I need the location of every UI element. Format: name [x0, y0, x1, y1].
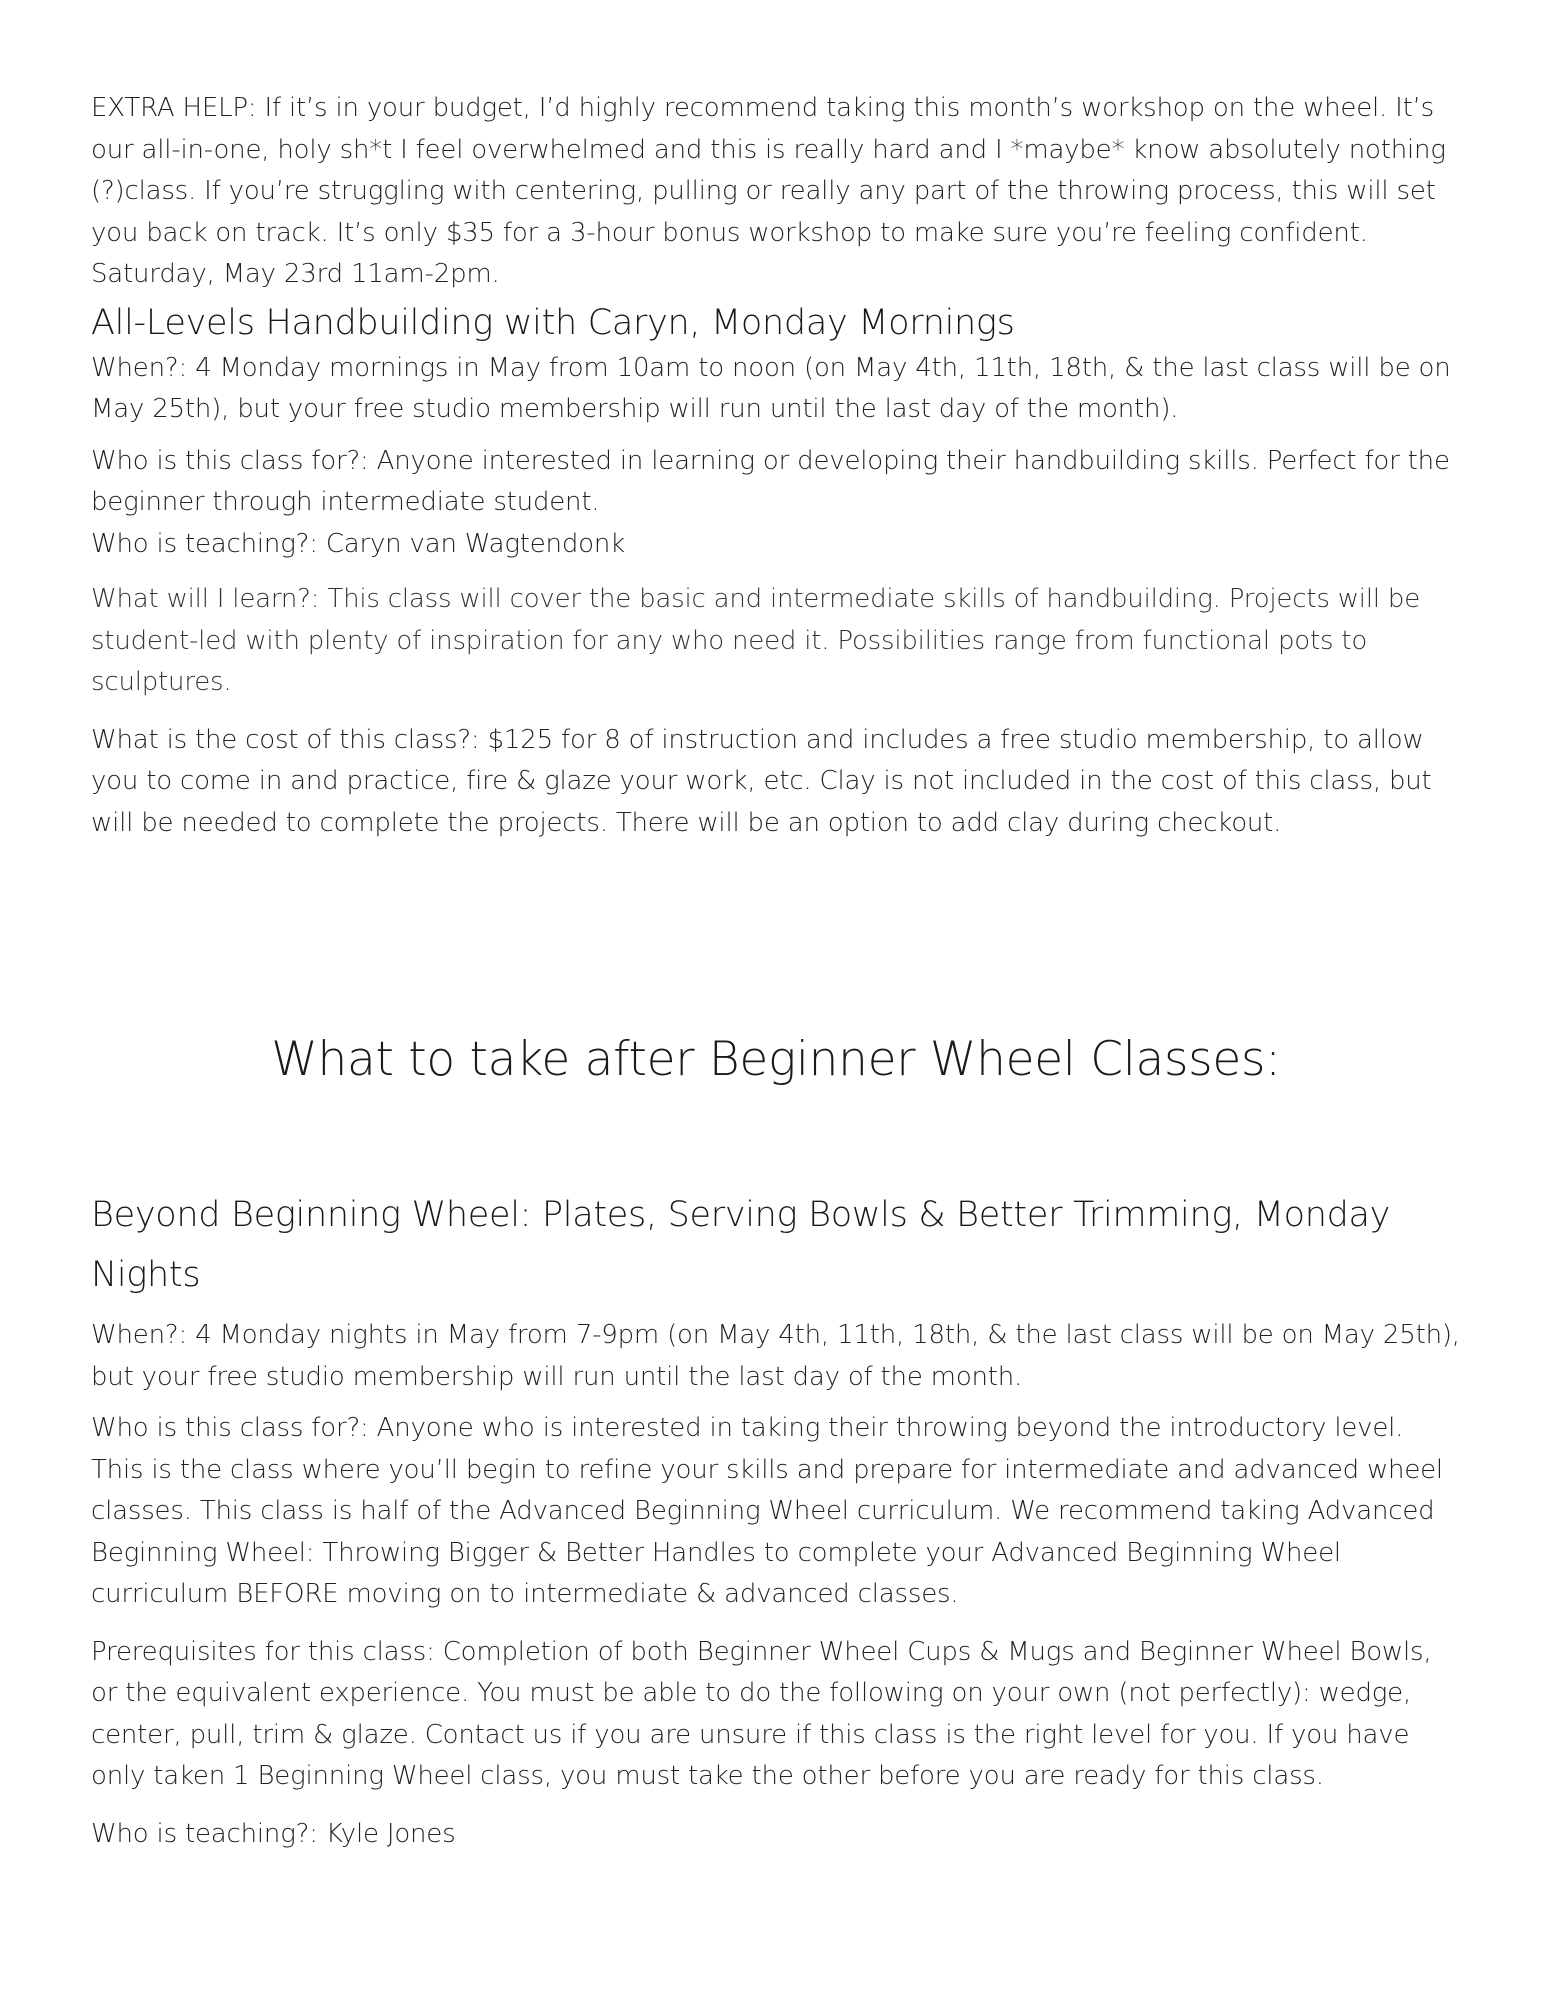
handbuilding-teacher: Who is teaching?: Caryn van Wagtendonk: [91, 528, 625, 559]
handbuilding-cost: What is the cost of this class?: $125 for 8 of instruction and includes a free studio membership, to allow you to come in and practice, fire & glaze your work, etc. Clay is not included in the cost of this class, but will be needed to complete the projects. There will be an option to add clay during checkout.: [91, 724, 1432, 838]
handbuilding-who-for: Who is this class for?: Anyone interested in learning or developing their handbuilding skills. Perfect for the beginner through intermediate student.: [91, 445, 1450, 517]
beyond-beginning-prereqs: Prerequisites for this class: Completion of both Beginner Wheel Cups & Mugs and Beginner Wheel Bowls, or the equivalent experience. You must be able to do the following on your own (not perfectly): wedge, center, pull, trim & glaze. Contact us if you are unsure if this class is the right level for you. If you have only taken 1 Beginning Wheel class, you must take the other before you are ready for this class.: [91, 1636, 1432, 1791]
beyond-beginning-who-for: Who is this class for?: Anyone who is interested in taking their throwing beyond the introductory level. This is the class where you’ll begin to refine your skills and prepare for intermediate and advanced wheel classes. This class is half of the Advanced Beginning Wheel curriculum. We recommend taking Advanced Beginning Wheel: Throwing Bigger & Better Handles to complete your Advanced Beginning Wheel curriculum BEFORE moving on to intermediate & advanced classes.: [91, 1413, 1443, 1609]
handbuilding-when: When?: 4 Monday mornings in May from 10am to noon (on May 4th, 11th, 18th, & the last class will be on May 25th), but your free studio membership will run until the last day of the month).: [91, 352, 1451, 424]
beyond-beginning-title: Beyond Beginning Wheel: Plates, Serving Bowls & Better Trimming, Monday Nights: [91, 1195, 1391, 1295]
handbuilding-class-title: All-Levels Handbuilding with Caryn, Monday Mornings: [91, 302, 1015, 343]
learn-text: This class will cover the basic and intermediate skills of handbuilding. Projects will be student-led with plenty of inspiration for any who need it. Possibilities range from functional pots to sculptures.: [91, 584, 1421, 697]
handbuilding-what-learn: [91, 579, 1461, 704]
document-page: [91, 88, 1461, 1849]
beyond-beginning-teacher: Who is teaching?: Kyle Jones: [91, 1818, 456, 1849]
learn-label: What will I learn?:: [91, 584, 328, 614]
beyond-beginning-section: [91, 1185, 1461, 1855]
beyond-beginning-when: When?: 4 Monday nights in May from 7-9pm (on May 4th, 11th, 18th, & the last class will be on May 25th), but your free studio membership will run until the last day of the month.: [91, 1320, 1460, 1392]
section-heading: What to take after Beginner Wheel Classes:: [271, 1032, 1281, 1087]
extra-help-paragraph: EXTRA HELP: If it’s in your budget, I’d highly recommend taking this month’s workshop on the wheel. It’s our all-in-one, holy sh*t I feel overwhelmed and this is really hard and I *maybe* know absolutely nothing (?)class. If you’re struggling with centering, pulling or really any part of the throwing process, this will set you back on track. It’s only $35 for a 3-hour bonus workshop to make sure you’re feeling confident. Saturday, May 23rd 11am-2pm.: [91, 93, 1446, 289]
